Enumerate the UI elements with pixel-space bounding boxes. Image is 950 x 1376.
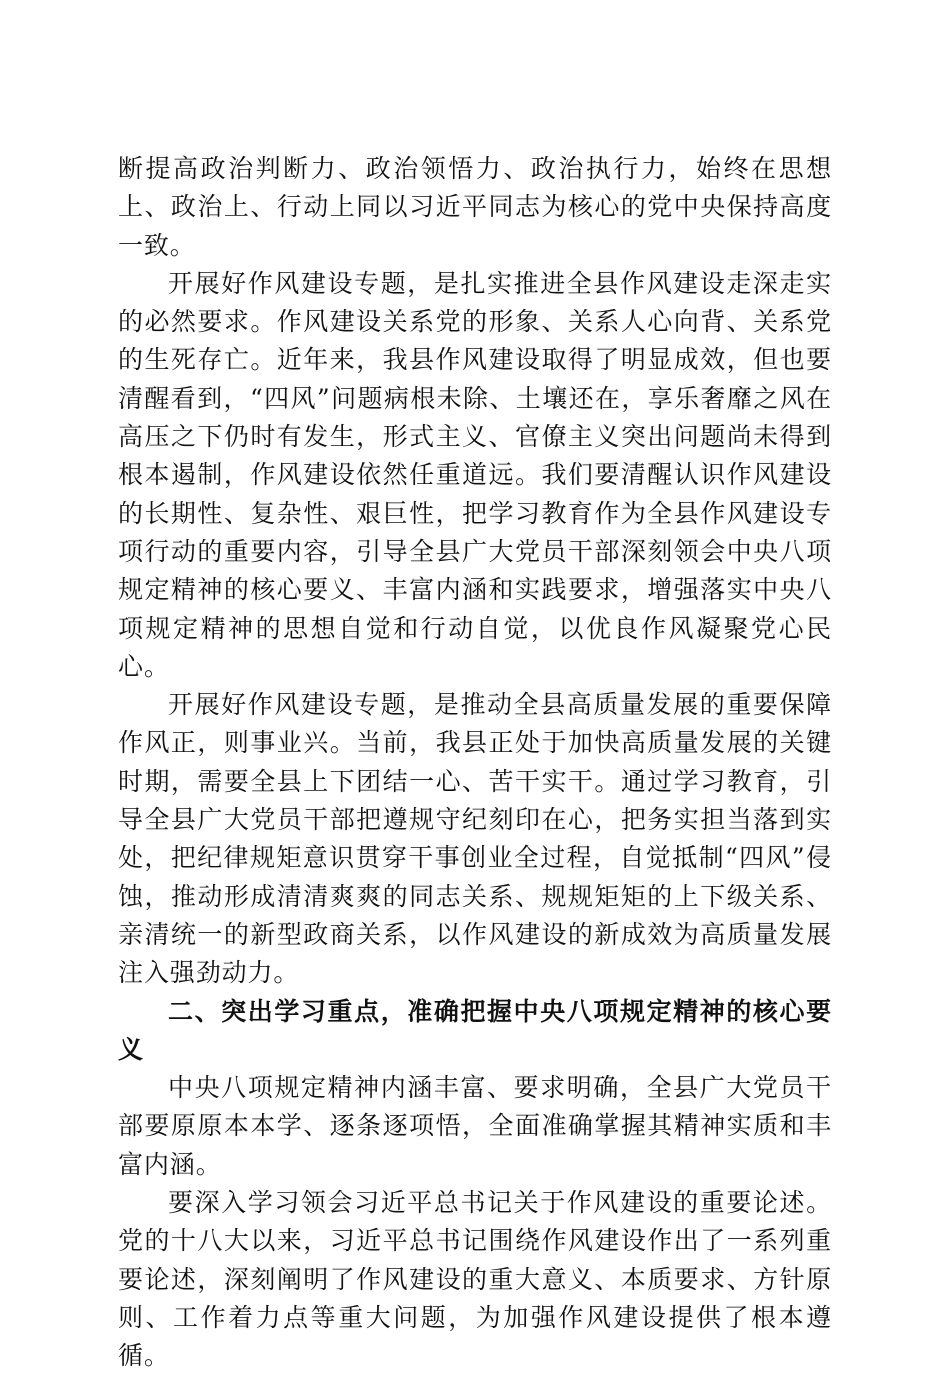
paragraph-eight-rules-intro: 中央八项规定精神内涵丰富、要求明确，全县广大党员干部要原原本本学、逐条逐项悟，全面准确掌握其精神实质和丰富内涵。: [118, 1073, 832, 1179]
document-body: [118, 150, 832, 1376]
paragraph-style-construction-requirement: 开展好作风建设专题，是扎实推进全县作风建设走深走实的必然要求。作风建设关系党的形象、关系人心向背、关系党的生死存亡。近年来，我县作风建设取得了明显成效，但也要清醒看到，“四风”问题病根未除、土壤还在，享乐奢靡之风在高压之下仍时有发生，形式主义、官僚主义突出问题尚未得到根本遏制，作风建设依然任重道远。我们要清醒认识作风建设的长期性、复杂性、艰巨性，把学习教育作为全县作风建设专项行动的重要内容，引导全县广大党员干部深刻领会中央八项规定精神的核心要义、丰富内涵和实践要求，增强落实中央八项规定精神的思想自觉和行动自觉，以优良作风凝聚党心民心。: [118, 268, 832, 681]
paragraph-continuation: 断提高政治判断力、政治领悟力、政治执行力，始终在思想上、政治上、行动上同以习近平同志为核心的党中央保持高度一致。: [118, 154, 832, 260]
paragraph-important-remarks: 要深入学习领会习近平总书记关于作风建设的重要论述。党的十八大以来，习近平总书记围绕作风建设作出了一系列重要论述，深刻阐明了作风建设的重大意义、本质要求、方针原则、工作着力点等重大问题，为加强作风建设提供了根本遵循。: [118, 1188, 832, 1371]
section-heading-2: 二、突出学习重点，准确把握中央八项规定精神的核心要义: [118, 996, 832, 1064]
paragraph-high-quality-development: 开展好作风建设专题，是推动全县高质量发展的重要保障作风正，则事业兴。当前，我县正处于加快高质量发展的关键时期，需要全县上下团结一心、苦干实干。通过学习教育，引导全县广大党员干部把遵规守纪刻印在心，把务实担当落到实处，把纪律规矩意识贯穿干事创业全过程，自觉抵制“四风”侵蚀，推动形成清清爽爽的同志关系、规规矩矩的上下级关系、亲清统一的新型政商关系，以作风建设的新成效为高质量发展注入强劲动力。: [118, 690, 832, 988]
